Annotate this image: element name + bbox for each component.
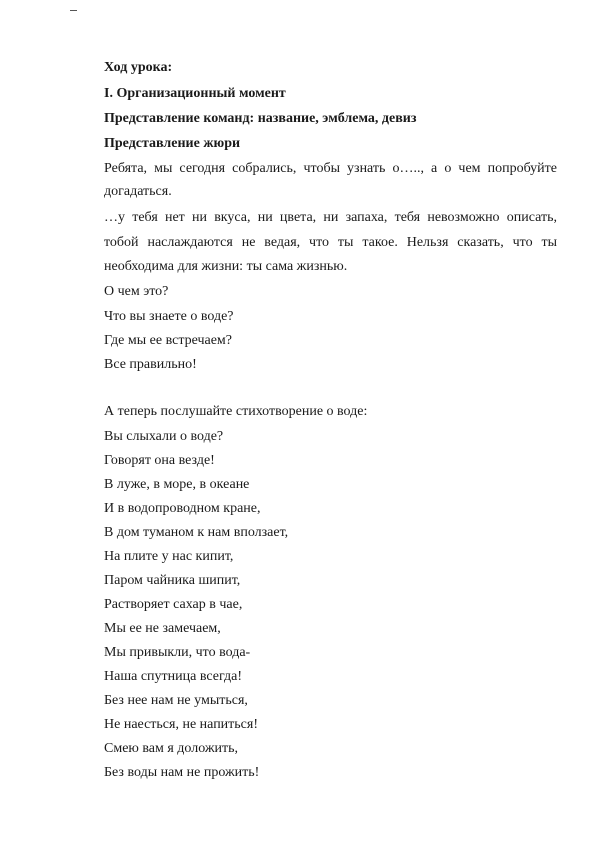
poem-line: Говорят она везде! bbox=[104, 453, 215, 468]
section-organizational: I. Организационный момент bbox=[104, 86, 286, 101]
confirmation: Все правильно! bbox=[104, 357, 197, 372]
section-jury: Представление жюри bbox=[104, 136, 241, 151]
poem-line: Мы ее не замечаем, bbox=[104, 621, 221, 636]
poem-line: Смею вам я доложить, bbox=[104, 741, 239, 756]
riddle-line-3: необходима для жизни: ты сама жизнью. bbox=[104, 259, 348, 274]
section-teams: Представление команд: название, эмблема, девиз bbox=[104, 111, 417, 126]
intro-line-2: догадаться. bbox=[104, 184, 172, 199]
poem-intro: А теперь послушайте стихотворение о воде: bbox=[104, 404, 368, 419]
poem-line: Без воды нам не прожить! bbox=[104, 765, 260, 780]
poem-line: Без нее нам не умыться, bbox=[104, 693, 248, 708]
lesson-heading: Ход урока: bbox=[104, 60, 173, 75]
riddle-line-1: …у тебя нет ни вкуса, ни цвета, ни запаха, тебя невозможно описать, bbox=[104, 210, 557, 225]
poem-line: В луже, в море, в океане bbox=[104, 477, 250, 492]
poem-line: Наша спутница всегда! bbox=[104, 669, 243, 684]
poem-line: И в водопроводном кране, bbox=[104, 501, 261, 516]
question-2: Что вы знаете о воде? bbox=[104, 309, 234, 324]
scan-mark bbox=[70, 10, 77, 11]
poem-line: Мы привыкли, что вода- bbox=[104, 645, 251, 660]
poem-line: Паром чайника шипит, bbox=[104, 573, 241, 588]
question-3: Где мы ее встречаем? bbox=[104, 333, 233, 348]
poem-line: Растворяет сахар в чае, bbox=[104, 597, 243, 612]
question-1: О чем это? bbox=[104, 284, 169, 299]
poem-line: На плите у нас кипит, bbox=[104, 549, 234, 564]
poem-line: В дом туманом к нам вползает, bbox=[104, 525, 289, 540]
riddle-line-2: тобой наслаждаются не ведая, что ты такое. Нельзя сказать, что ты bbox=[104, 235, 557, 250]
poem-line: Не наесться, не напиться! bbox=[104, 717, 258, 732]
poem-line: Вы слыхали о воде? bbox=[104, 429, 224, 444]
intro-line-1: Ребята, мы сегодня собрались, чтобы узнать о….., а о чем попробуйте bbox=[104, 161, 557, 176]
